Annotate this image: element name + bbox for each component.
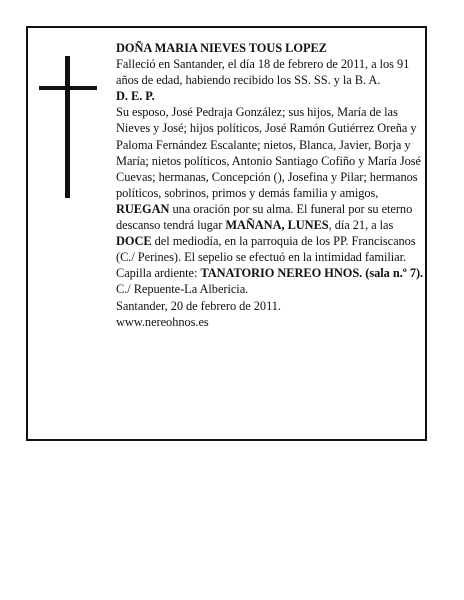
obituary-notice (26, 26, 427, 441)
funeral-day: MAÑANA, LUNES (225, 218, 329, 233)
funeral-text-4: C./ Repuente-La Albericia. (116, 282, 249, 297)
death-announcement: Falleció en Santander, el día 18 de febrero de 2011, a los 91 años de edad, habiendo recibido los SS. SS. y la B. A. (116, 57, 410, 88)
ruegan-word: RUEGAN (116, 201, 170, 216)
notice-body (116, 40, 424, 330)
chapel-name: TANATORIO NEREO HNOS. (sala n.º 7). (200, 266, 424, 281)
funeral-text-2: , día 21, a las (328, 218, 394, 233)
cross-horizontal-bar (39, 86, 97, 90)
dep-line: D. E. P. (116, 89, 155, 104)
funeral-details (116, 201, 424, 298)
cross-vertical-bar (65, 56, 70, 198)
deceased-name: DOÑA MARIA NIEVES TOUS LOPEZ (116, 41, 327, 55)
family-list: Su esposo, José Pedraja González; sus hijos, María de las Nieves y José; hijos políticos, José Ramón Gutiérrez Oreña y Paloma Fernández Escalante; nietos, Blanca, Javier, Borja y María; nietos políticos, Antonio Santiago Cofiño y María José Cuevas; hermanas, Concepción (), Josefina y Pilar; hermanos políticos, sobrinos, primos y demás familia y amigos, (116, 105, 421, 200)
funeral-hour: DOCE (116, 234, 152, 249)
funeral-text-3: del mediodía, en la parroquia de los PP. Franciscanos (C./ Perines). El sepelio se efectuó en la intimidad familiar. Capilla ardiente: (116, 234, 416, 281)
website: www.nereohnos.es (116, 314, 209, 329)
funeral-text-1: una oración por su alma. El funeral por su eterno descanso tendrá lugar (116, 201, 413, 233)
cross-icon (39, 56, 97, 198)
place-date: Santander, 20 de febrero de 2011. (116, 298, 281, 313)
